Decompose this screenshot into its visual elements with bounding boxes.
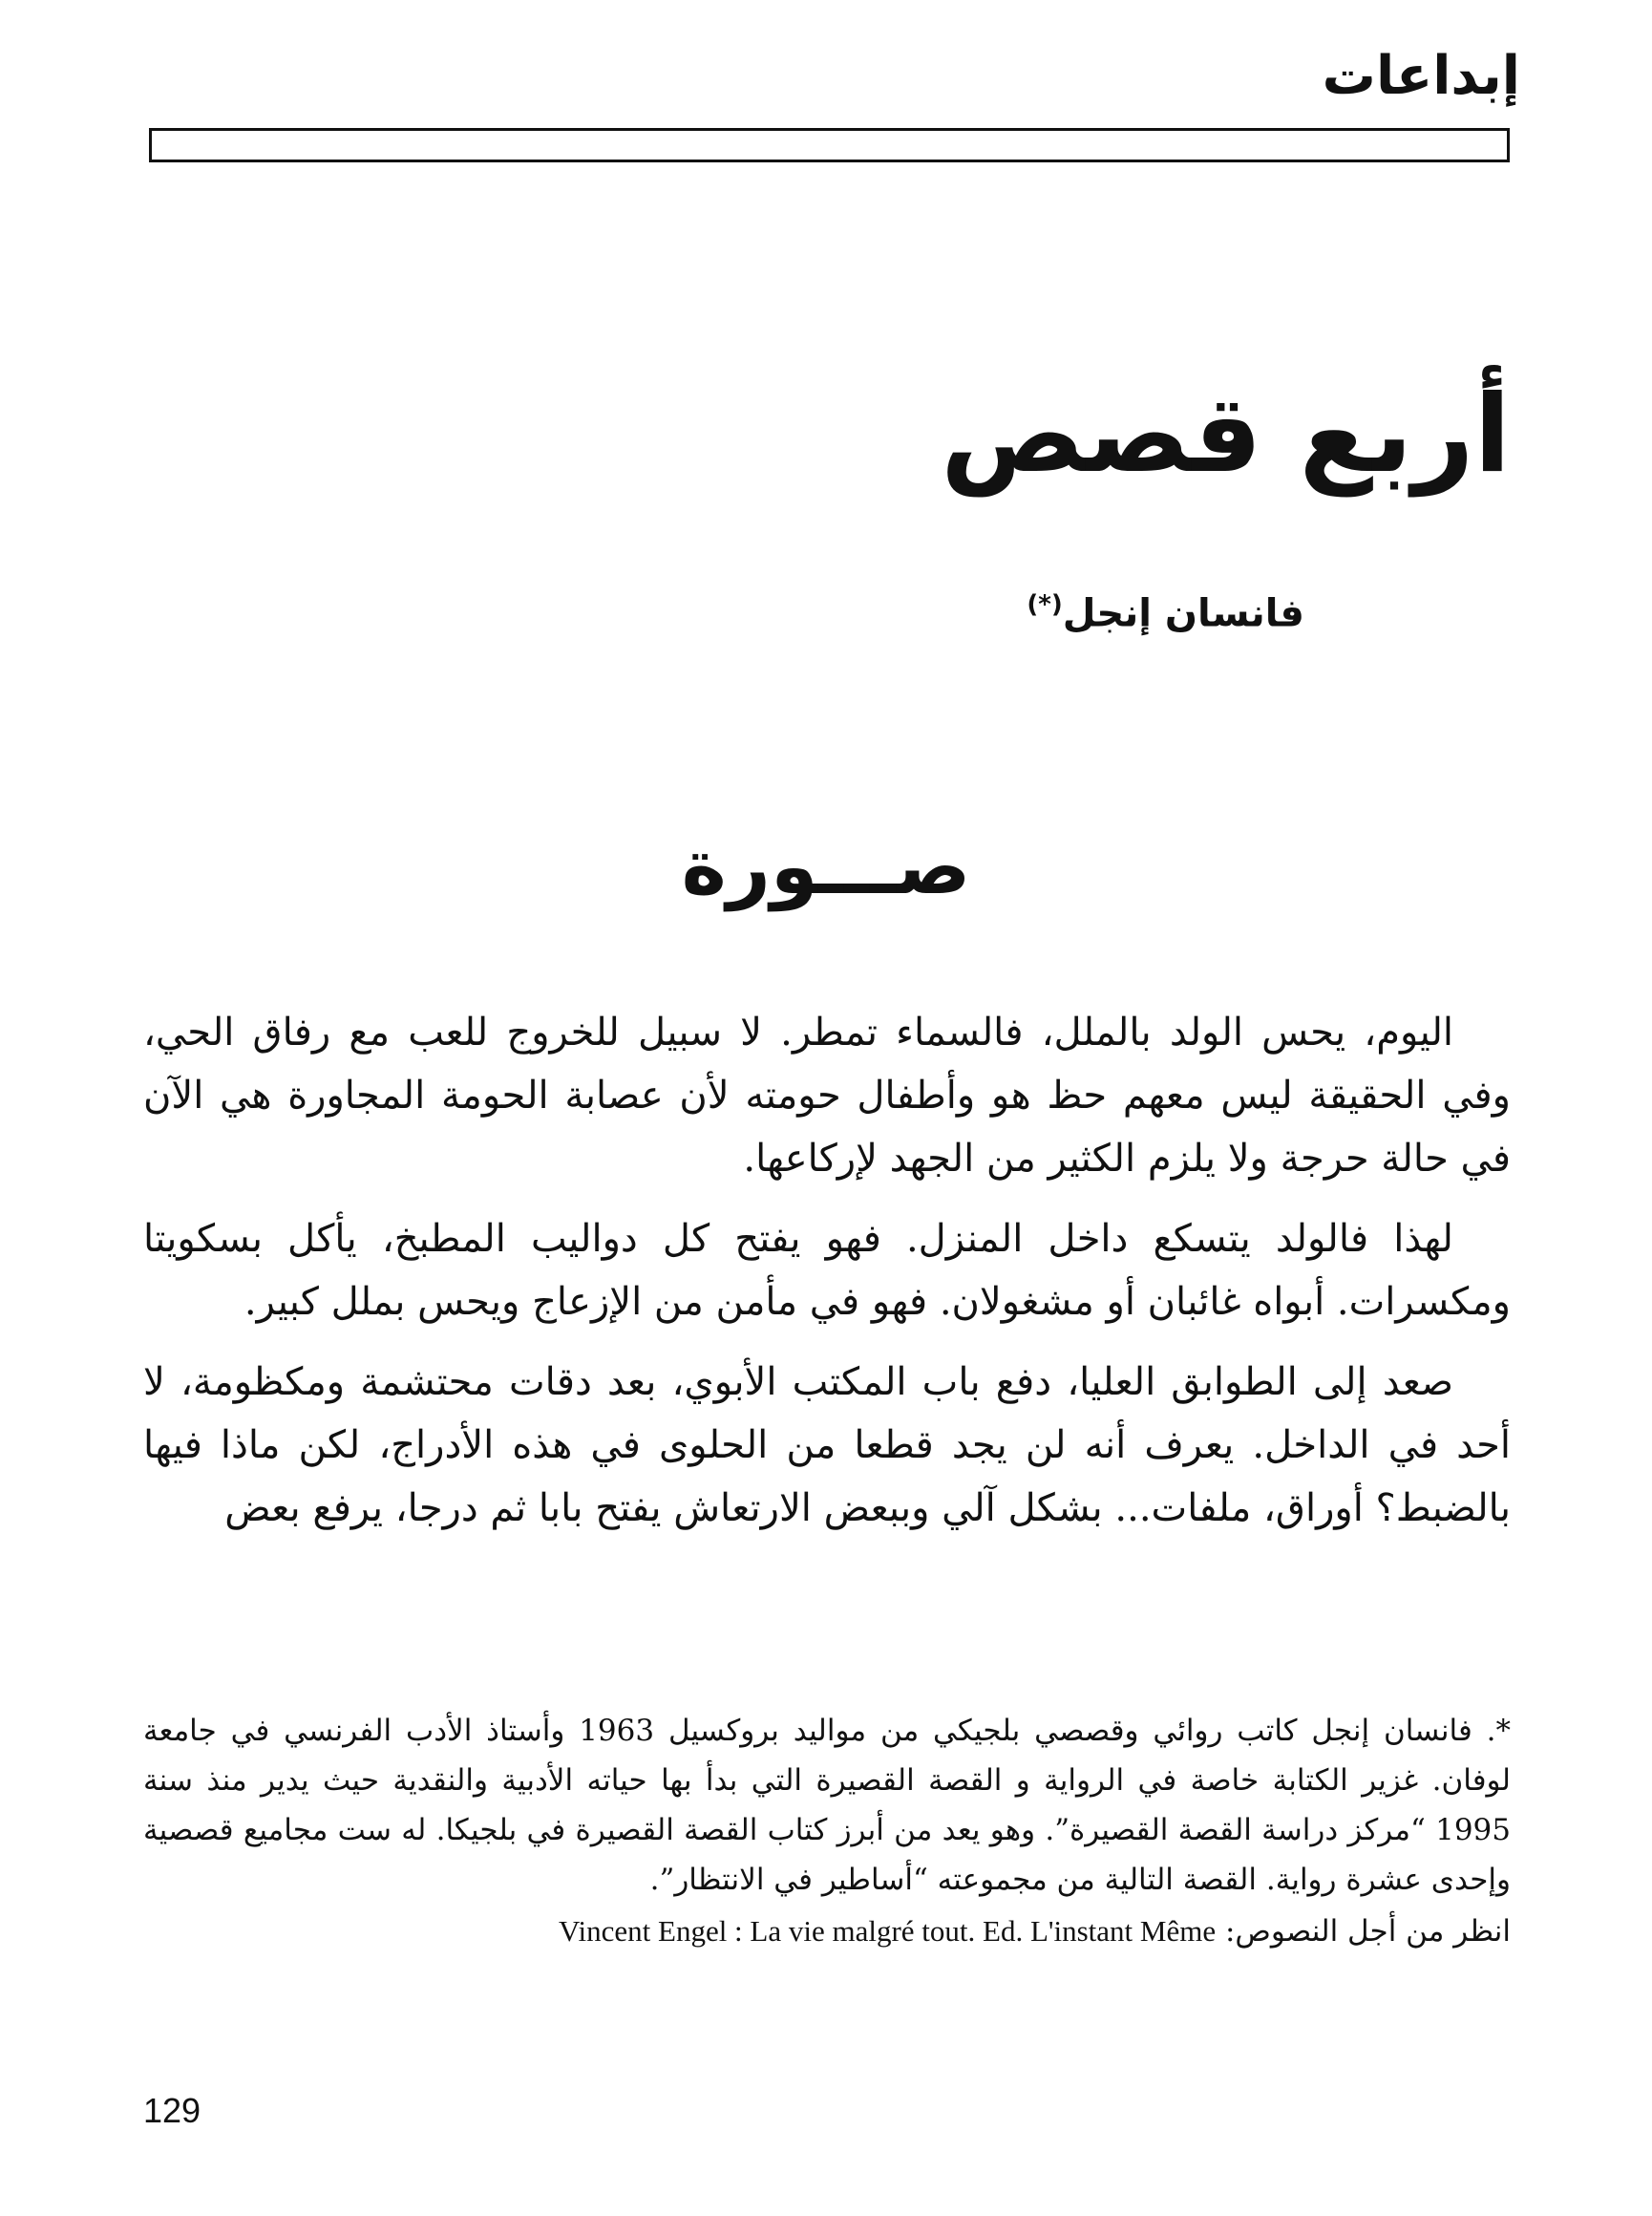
- section-label: إبداعات: [1322, 45, 1520, 107]
- author-footnote-marker: (*): [1027, 590, 1063, 619]
- story-paragraph: اليوم، يحس الولد بالملل، فالسماء تمطر. لا سبيل للخروج للعب مع رفاق الحي، وفي الحقيقة ليس معهم حظ هو وأطفال حومته لأن عصابة الحومة المجاورة هي الآن في حالة حرجة ولا يلزم الكثير من الجهد لإركاعها.: [143, 1011, 1511, 1181]
- footnote-reference: [143, 1907, 1511, 1956]
- article-title: أربع قصص: [941, 373, 1511, 497]
- story-title: صـــورة: [681, 822, 971, 911]
- footnote-text: *. فانسان إنجل كاتب روائي وقصصي بلجيكي من مواليد بروكسيل 1963 وأستاذ الأدب الفرنسي في جامعة لوفان. غزير الكتابة خاصة في الرواية و القصة القصيرة التي بدأ بها حياته الأدبية والنقدية حيث يدير منذ سنة 1995 “مركز دراسة القصة القصيرة”. وهو يعد من أبرز كتاب القصة القصيرة في بلجيكا. له ست مجاميع قصصية وإحدى عشرة رواية. القصة التالية من مجموعته “أساطير في الانتظار”.: [143, 1714, 1511, 1897]
- page-number: 129: [143, 2091, 201, 2130]
- header-rule-box: [149, 128, 1510, 162]
- story-body: [143, 1001, 1511, 1557]
- author-line: [1027, 590, 1304, 636]
- story-paragraph: لهذا فالولد يتسكع داخل المنزل. فهو يفتح كل دواليب المطبخ، يأكل بسكويتا ومكسرات. أبواه غائبان أو مشغولان. فهو في مأمن من الإزعاج ويحس بملل كبير.: [143, 1217, 1511, 1324]
- author-footnote: [143, 1706, 1511, 1956]
- footnote-reference-prefix: انظر من أجل النصوص:: [1224, 1914, 1511, 1949]
- footnote-reference-source: Vincent Engel : La vie malgré tout. Ed. L'instant Même: [558, 1914, 1217, 1948]
- author-name: فانسان إنجل: [1062, 591, 1304, 636]
- story-paragraph: صعد إلى الطوابق العليا، دفع باب المكتب الأبوي، بعد دقات محتشمة ومكظومة، لا أحد في الداخل. يعرف أنه لن يجد قطعا من الحلوى في هذه الأدراج، لكن ماذا فيها بالضبط؟ أوراق، ملفات... بشكل آلي وببعض الارتعاش يفتح بابا ثم درجا، يرفع بعض: [143, 1360, 1511, 1530]
